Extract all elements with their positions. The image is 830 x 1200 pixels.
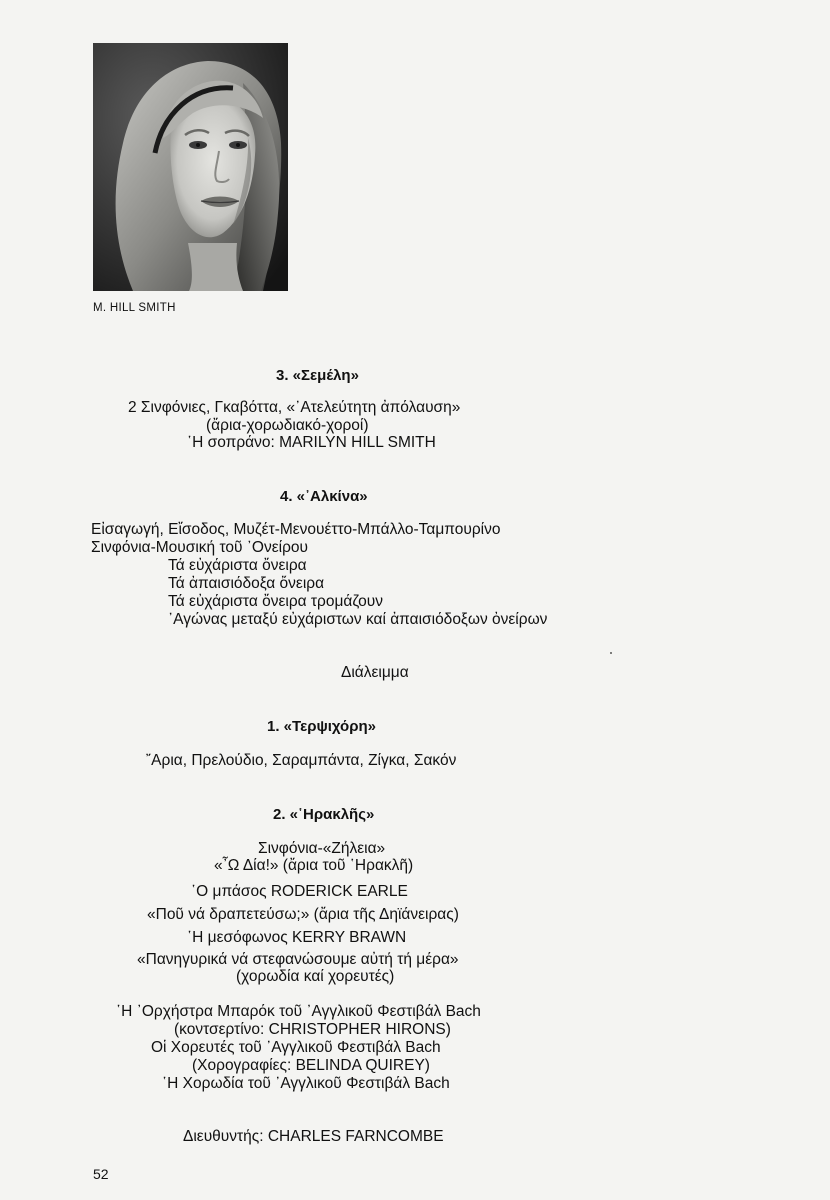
section-2-line: ῾Η μεσόφωνος KERRY BRAWN [187, 929, 407, 946]
section-2-line: Σινφόνια-«Ζήλεια» [258, 840, 386, 857]
section-4-line: Εἰσαγωγή, Εἴσοδος, Μυζέτ-Μενουέττο-Μπάλλο-Ταμπουρίνο [91, 521, 501, 538]
section-3-heading: 3. «Σεμέλη» [276, 367, 359, 384]
photo-caption: M. HILL SMITH [93, 302, 176, 314]
section-4-line: Τά εὐχάριστα ὄνειρα τρομάζουν [168, 593, 384, 610]
credit-line: ῾Η Χορωδία τοῦ ᾽Αγγλικοῦ Φεστιβάλ Bach [162, 1075, 450, 1092]
section-1-heading: 1. «Τερψιχόρη» [267, 718, 376, 735]
conductor-line: Διευθυντής: CHARLES FARNCOMBE [183, 1128, 444, 1145]
credit-line: (κοντσερτίνο: CHRISTOPHER HIRONS) [174, 1021, 451, 1038]
section-4-line: ᾽Αγώνας μεταξύ εὐχάριστων καί ἀπαισιόδοξων ὀνείρων [168, 611, 548, 628]
intermission-label: Διάλειμμα [341, 664, 409, 681]
section-3-line: (ἄρια-χορωδιακό-χοροί) [206, 417, 369, 434]
credit-line: Οἱ Χορευτές τοῦ ᾽Αγγλικοῦ Φεστιβάλ Bach [151, 1039, 441, 1056]
section-3-line: 2 Σινφόνιες, Γκαβόττα, «᾽Ατελεύτητη ἀπόλαυση» [128, 399, 461, 416]
section-2-line: «῏Ω Δία!» (ἄρια τοῦ ῾Ηρακλῆ) [214, 857, 414, 874]
section-3-line: ῾Η σοπράνο: MARILYN HILL SMITH [187, 434, 436, 451]
section-4-heading: 4. «᾽Αλκίνα» [280, 488, 368, 505]
section-4-line: Τά ἀπαισιόδοξα ὄνειρα [168, 575, 325, 592]
section-2-line: «Ποῦ νά δραπετεύσω;» (ἄρια τῆς Δηϊάνειρας) [147, 906, 459, 923]
section-4-line: Τά εὐχάριστα ὄνειρα [168, 557, 307, 574]
page-number: 52 [93, 1166, 109, 1182]
portrait-photo [93, 43, 288, 291]
credit-line: (Χορογραφίες: BELINDA QUIREY) [192, 1057, 430, 1074]
section-1-line: ῎Αρια, Πρελούδιο, Σαραμπάντα, Ζίγκα, Σακόν [146, 752, 457, 769]
section-4-line: Σινφόνια-Μουσική τοῦ ᾽Ονείρου [91, 539, 308, 556]
section-2-line: «Πανηγυρικά νά στεφανώσουμε αὐτή τή μέρα» [137, 951, 459, 968]
section-2-line: ῾Ο μπάσος RODERICK EARLE [191, 883, 408, 900]
section-2-heading: 2. «῾Ηρακλῆς» [273, 806, 375, 823]
section-2-line: (χορωδία καί χορευτές) [236, 968, 395, 985]
credit-line: ῾Η ᾽Ορχήστρα Μπαρόκ τοῦ ᾽Αγγλικοῦ Φεστιβάλ Bach [116, 1003, 481, 1020]
print-speck [610, 652, 612, 654]
